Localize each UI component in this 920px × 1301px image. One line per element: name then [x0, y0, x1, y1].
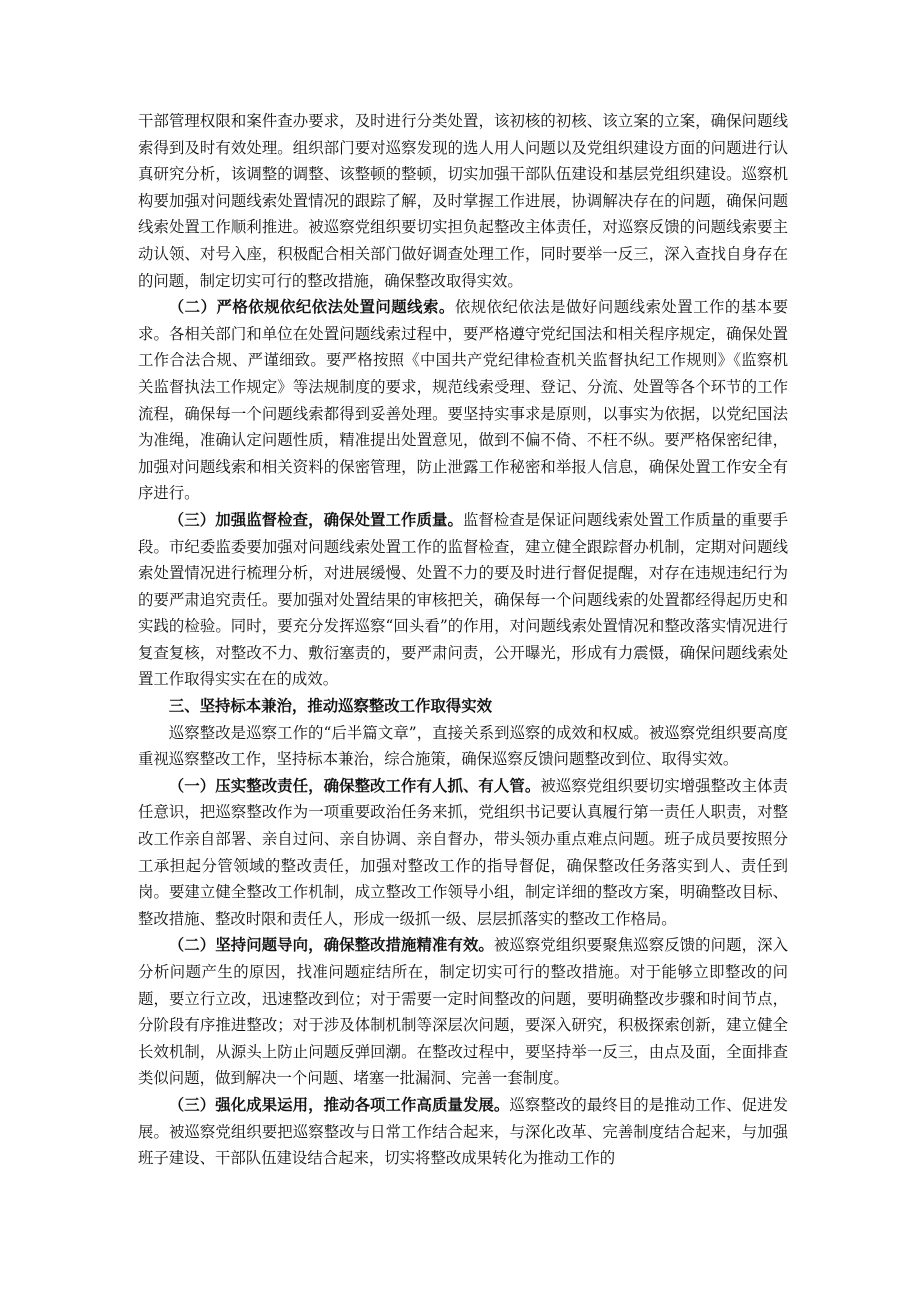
paragraph-text: 依规依纪依法是做好问题线索处置工作的基本要求。各相关部门和单位在处置问题线索过程中，要严格遵守党纪国法和相关程序规定，确保处置工作合法合规、严谨细致。要严格按照《中国共产党纪律检查机关监督执纪工作规则》《监察机关监督执法工作规定》等法规制度的要求，规范线索受理、登记、分流、处置等各个环节的工作流程，确保每一个问题线索都得到妥善处理。要坚持实事求是原则，以事实为依据，以党纪国法为准绳，准确认定问题性质，精准提出处置意见，做到不偏不倚、不枉不纵。要严格保密纪律，加强对问题线索和相关资料的保密管理，防止泄露工作秘密和举报人信息，确保处置工作安全有序进行。	[138, 298, 788, 503]
body-paragraph-responsibility	[138, 773, 788, 933]
body-paragraph-problem-oriented	[138, 932, 788, 1092]
paragraph-text: 被巡察党组织要聚焦巡察反馈的问题，深入分析问题产生的原因，找准问题症结所在，制定切实可行的整改措施。对于能够立即整改的问题，要立行立改，迅速整改到位；对于需要一定时间整改的问题，要明确整改步骤和时间节点，分阶段有序推进整改；对于涉及体制机制等深层次问题，要深入研究，积极探索创新，建立健全长效机制，从源头上防止问题反弹回潮。在整改过程中，要坚持举一反三，由点及面，全面排查类似问题，做到解决一个问题、堵塞一批漏洞、完善一套制度。	[138, 936, 788, 1088]
paragraph-text: 监督检查是保证问题线索处置工作质量的重要手段。市纪委监委要加强对问题线索处置工作的监督检查，建立健全跟踪督办机制，定期对问题线索处置情况进行梳理分析，对进展缓慢、处置不力的要及时进行督促提醒，对存在违规违纪行为的要严肃追究责任。要加强对处置结果的审核把关，确保每一个问题线索的处置都经得起历史和实践的检验。同时，要充分发挥巡察“回头看”的作用，对问题线索处置情况和整改落实情况进行复查复核，对整改不力、敷衍塞责的，要严肃问责，公开曝光，形成有力震慑，确保问题线索处置工作取得实实在在的成效。	[138, 510, 788, 689]
body-paragraph-supervision	[138, 507, 788, 693]
paragraph-lead-heading: （一）压实整改责任，确保整改工作有人抓、有人管。	[168, 776, 541, 795]
section-heading-three: 三、坚持标本兼治，推动巡察整改工作取得实效	[168, 697, 493, 716]
paragraph-text: 巡察整改的最终目的是推动工作、促进发展。被巡察党组织要把巡察整改与日常工作结合起来，与深化改革、完善制度结合起来，与加强班子建设、干部队伍建设结合起来，切实将整改成果转化为推动工作的	[138, 1095, 788, 1168]
body-paragraph-continued	[138, 108, 788, 294]
paragraph-lead-heading: （二）坚持问题导向，确保整改措施精准有效。	[168, 936, 494, 955]
paragraph-lead-heading: （二）严格依规依纪依法处置问题线索。	[168, 298, 455, 317]
paragraph-lead-heading: （三）加强监督检查，确保处置工作质量。	[168, 510, 463, 529]
document-page	[138, 108, 788, 1172]
paragraph-text: 巡察整改是巡察工作的“后半篇文章”，直接关系到巡察的成效和权威。被巡察党组织要高度重视巡察整改工作，坚持标本兼治，综合施策，确保巡察反馈问题整改到位、取得实效。	[138, 723, 788, 769]
paragraph-text: 干部管理权限和案件查办要求，及时进行分类处置，该初核的初核、该立案的立案，确保问题线索得到及时有效处理。组织部门要对巡察发现的选人用人问题以及党组织建设方面的问题进行认真研究分析，该调整的调整、该整顿的整顿，切实加强干部队伍建设和基层党组织建设。巡察机构要加强对问题线索处置情况的跟踪了解，及时掌握工作进展，协调解决存在的问题，确保问题线索处置工作顺利推进。被巡察党组织要切实担负起整改主体责任，对巡察反馈的问题线索要主动认领、对号入座，积极配合相关部门做好调查处理工作，同时要举一反三，深入查找自身存在的问题，制定切实可行的整改措施，确保整改取得实效。	[138, 112, 788, 290]
paragraph-lead-heading: （三）强化成果运用，推动各项工作高质量发展。	[168, 1095, 510, 1114]
paragraph-text: 被巡察党组织要切实增强整改主体责任意识，把巡察整改作为一项重要政治任务来抓，党组织书记要认真履行第一责任人职责，对整改工作亲自部署、亲自过问、亲自协调、亲自督办，带头领办重点难点问题。班子成员要按照分工承担起分管领域的整改责任，加强对整改工作的指导督促，确保整改任务落实到人、责任到岗。要建立健全整改工作机制，成立整改工作领导小组，制定详细的整改方案，明确整改目标、整改措施、整改时限和责任人，形成一级抓一级、层层抓落实的整改工作格局。	[138, 776, 788, 928]
body-paragraph-rectification-intro	[138, 720, 788, 773]
body-paragraph-results	[138, 1092, 788, 1172]
body-paragraph-handling-clues	[138, 294, 788, 507]
